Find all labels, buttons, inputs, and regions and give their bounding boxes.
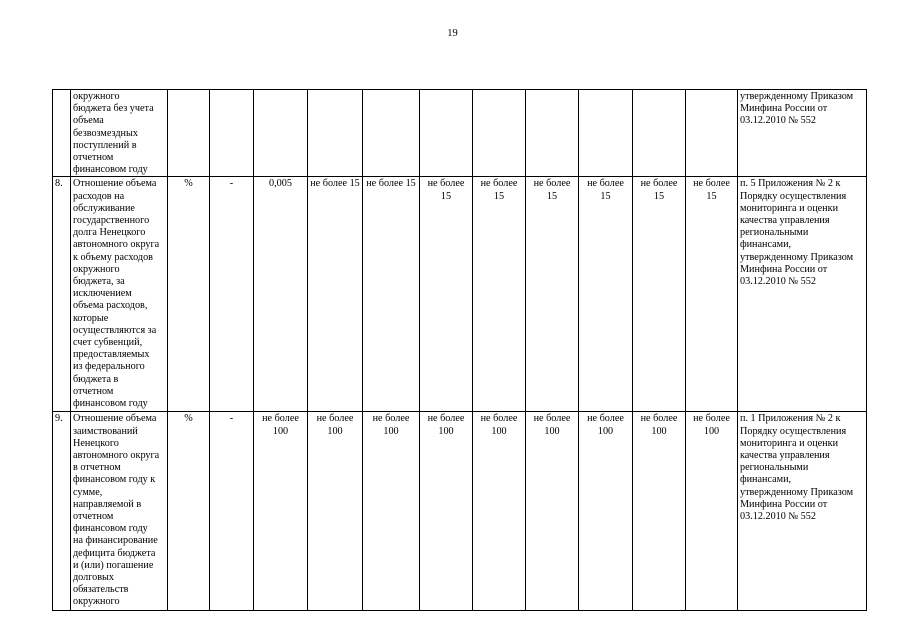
cell-value [526, 90, 579, 177]
table-row [53, 177, 867, 412]
cell-unit [168, 90, 210, 177]
cell-indicator: Отношение объема заимствований Ненецкого автономного округа в отчетном финансовом году к сумме, направляемой в отчетном финансовом году на финансирование дефицита бюджета и (или) погашение долговых обязательств окружного [71, 412, 168, 611]
cell-value [473, 90, 526, 177]
cell-value: не более 15 [579, 177, 633, 412]
cell-value: не более 100 [308, 412, 363, 611]
cell-value: не более 15 [526, 177, 579, 412]
table-row [53, 90, 867, 177]
cell-unit: % [168, 412, 210, 611]
cell-indicator: Отношение объема расходов на обслуживание государственного долга Ненецкого автономного округа к объему расходов окружного бюджета, за исключением объема расходов, которые осуществляются за счет субвенций, предоставляемых из федерального бюджета в отчетном финансовом году [71, 177, 168, 412]
cell-value: не более 100 [420, 412, 473, 611]
cell-value [633, 90, 686, 177]
cell-source: утвержденному Приказом Минфина России от 03.12.2010 № 552 [738, 90, 867, 177]
cell-value [686, 90, 738, 177]
cell-value: не более 100 [526, 412, 579, 611]
cell-number: 9. [53, 412, 71, 611]
cell-value: не более 100 [363, 412, 420, 611]
cell-value: не более 100 [473, 412, 526, 611]
cell-indicator: окружного бюджета без учета объема безвозмездных поступлений в отчетном финансовом году [71, 90, 168, 177]
cell-value [420, 90, 473, 177]
cell-value: не более 100 [686, 412, 738, 611]
cell-value [254, 90, 308, 177]
cell-value: не более 15 [363, 177, 420, 412]
cell-number [53, 90, 71, 177]
cell-source: п. 5 Приложения № 2 к Порядку осуществления мониторинга и оценки качества управления региональными финансами, утвержденному Приказом Минфина России от 03.12.2010 № 552 [738, 177, 867, 412]
cell-base-value: - [210, 177, 254, 412]
indicators-table [52, 89, 867, 611]
cell-number: 8. [53, 177, 71, 412]
cell-base-value: - [210, 412, 254, 611]
cell-value [579, 90, 633, 177]
cell-value [308, 90, 363, 177]
cell-value: не более 15 [420, 177, 473, 412]
table-row [53, 412, 867, 611]
cell-value: не более 15 [686, 177, 738, 412]
cell-value: не более 15 [633, 177, 686, 412]
cell-value [363, 90, 420, 177]
cell-source: п. 1 Приложения № 2 к Порядку осуществления мониторинга и оценки качества управления региональными финансами, утвержденному Приказом Минфина России от 03.12.2010 № 552 [738, 412, 867, 611]
cell-value: не более 100 [254, 412, 308, 611]
cell-value: не более 15 [308, 177, 363, 412]
cell-unit: % [168, 177, 210, 412]
cell-value: не более 15 [473, 177, 526, 412]
page-number: 19 [447, 28, 458, 39]
cell-base-value [210, 90, 254, 177]
cell-value: не более 100 [579, 412, 633, 611]
cell-value: 0,005 [254, 177, 308, 412]
cell-value: не более 100 [633, 412, 686, 611]
